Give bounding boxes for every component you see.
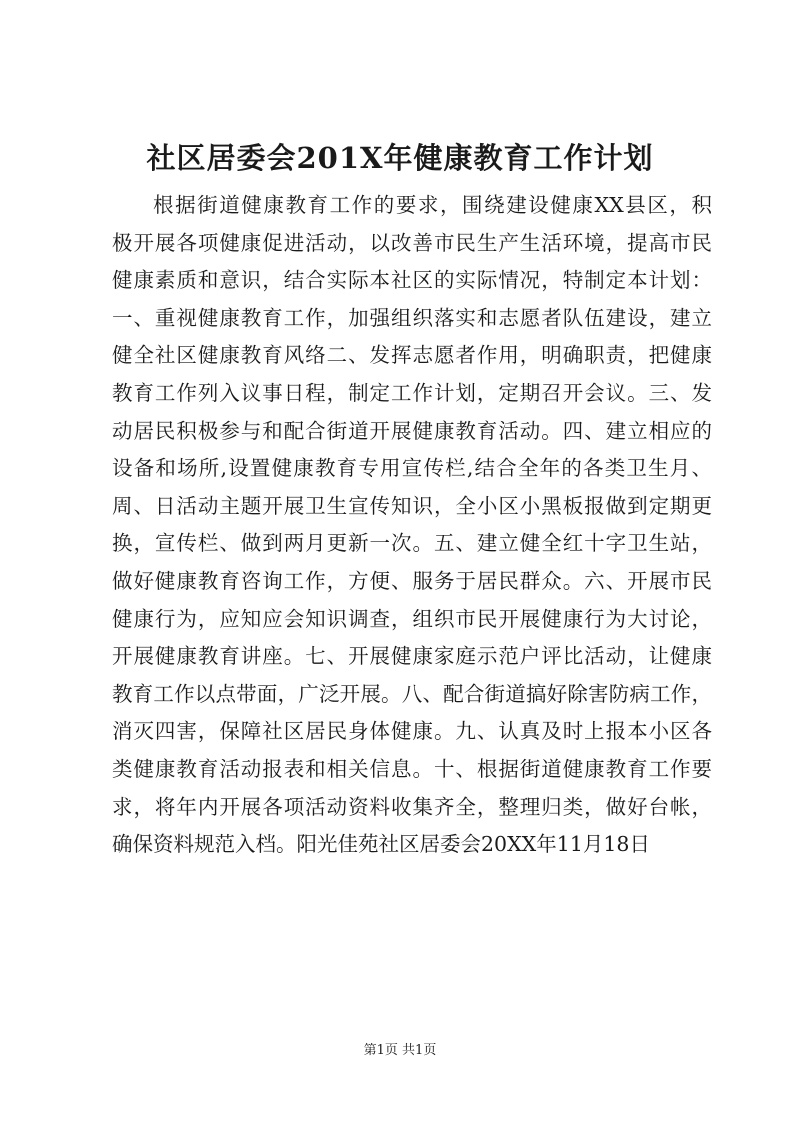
body-line: 类健康教育活动报表和相关信息。十、根据街道健康教育工作要 — [112, 756, 712, 781]
body-line: 健全社区健康教育风络二、发挥志愿者作用，明确职责，把健康 — [112, 343, 712, 368]
body-line: 换，宣传栏、做到两月更新一次。五、建立健全红十字卫生站， — [112, 531, 712, 556]
body-line: 健康素质和意识，结合实际本社区的实际情况，特制定本计划： — [112, 268, 712, 293]
body-line: 消灭四害，保障社区居民身体健康。九、认真及时上报本小区各 — [112, 719, 712, 744]
document-title: 社区居委会201X年健康教育工作计划 — [146, 141, 654, 175]
body-line: 教育工作以点带面，广泛开展。八、配合街道搞好除害防病工作， — [112, 681, 712, 706]
body-line: 开展健康教育讲座。七、开展健康家庭示范户评比活动，让健康 — [112, 644, 712, 669]
body-line: 一、重视健康教育工作，加强组织落实和志愿者队伍建设，建立 — [112, 305, 712, 330]
document-body — [112, 187, 712, 864]
page-number: 第1页 共1页 — [363, 1043, 437, 1058]
body-line: 求，将年内开展各项活动资料收集齐全，整理归类，做好台帐， — [112, 794, 712, 819]
body-line: 极开展各项健康促进活动，以改善市民生产生活环境，提高市民 — [112, 230, 712, 255]
body-line: 根据街道健康教育工作的要求，围绕建设健康XX县区，积 — [153, 193, 712, 217]
body-line: 教育工作列入议事日程，制定工作计划，定期召开会议。三、发 — [112, 380, 712, 405]
body-line: 动居民积极参与和配合街道开展健康教育活动。四、建立相应的 — [112, 418, 712, 443]
body-line: 健康行为，应知应会知识调查，组织市民开展健康行为大讨论， — [112, 606, 712, 631]
body-line: 确保资料规范入档。阳光佳苑社区居委会20XX年11月18日 — [112, 832, 650, 857]
body-line: 做好健康教育咨询工作，方便、服务于居民群众。六、开展市民 — [112, 568, 712, 593]
body-line: 周、日活动主题开展卫生宣传知识，全小区小黑板报做到定期更 — [112, 493, 712, 518]
body-line: 设备和场所,设置健康教育专用宣传栏,结合全年的各类卫生月、 — [112, 456, 712, 481]
